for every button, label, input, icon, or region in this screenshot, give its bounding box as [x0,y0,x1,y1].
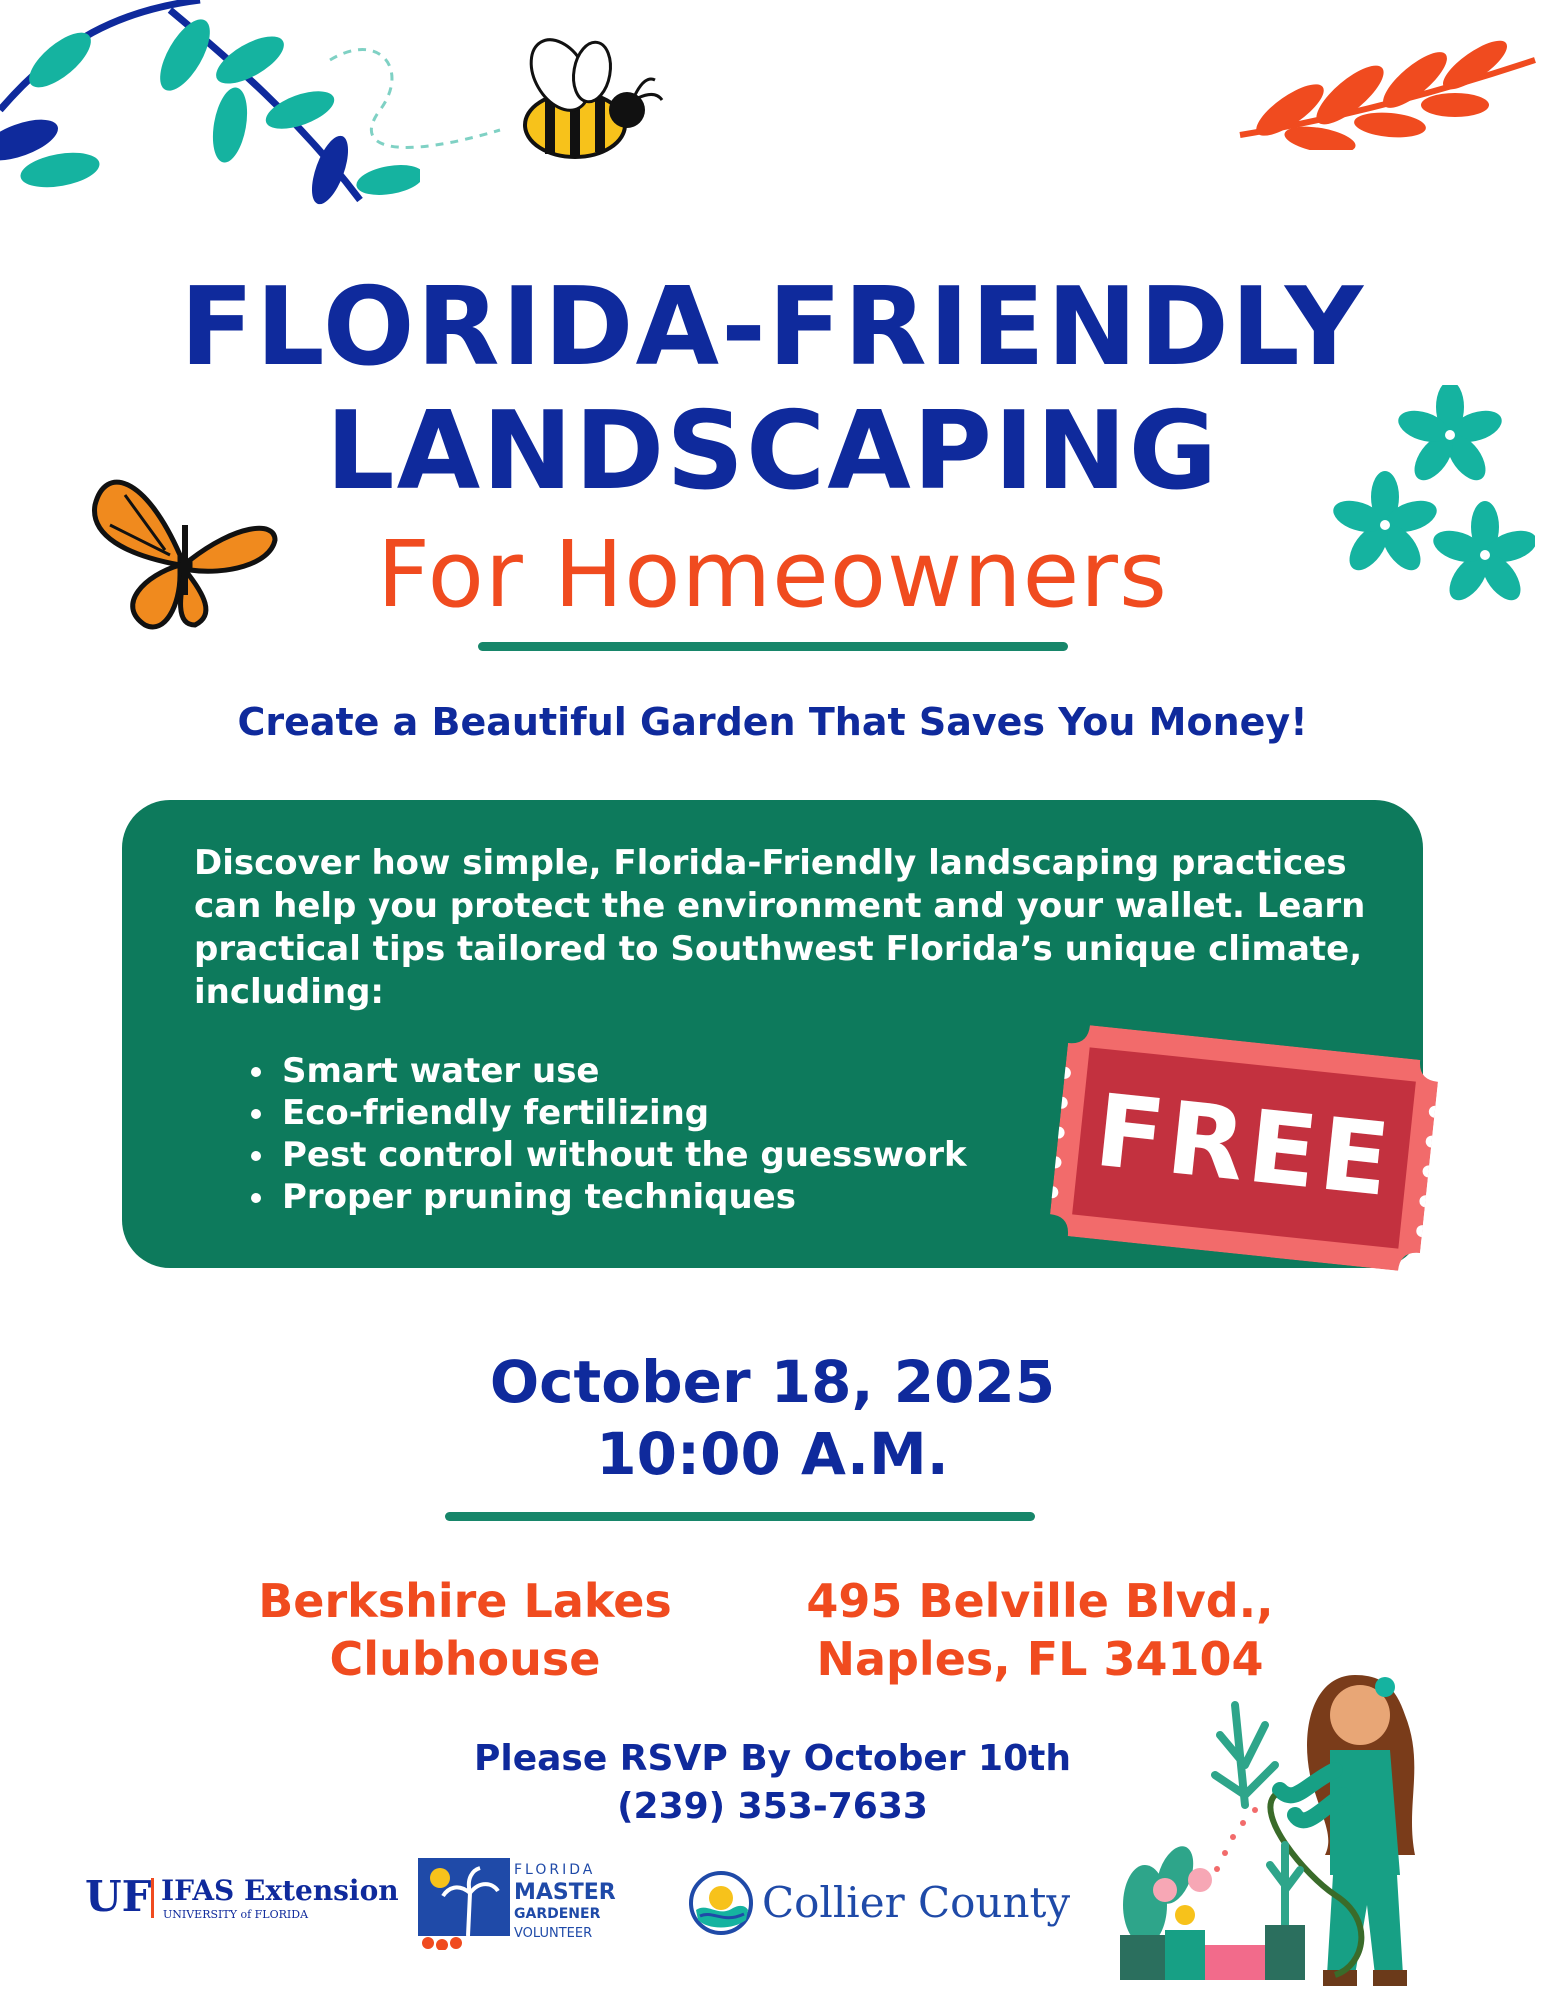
title-line-1: FLORIDA-FRIENDLY [179,265,1366,390]
divider [445,1512,1035,1521]
logo-divider [151,1878,154,1918]
free-label: FREE [1089,1071,1399,1220]
bee-icon [320,20,680,170]
subtitle: For Homeowners [377,521,1168,628]
event-time: 10:00 A.M. [596,1420,949,1488]
list-item: • Proper pruning techniques [278,1176,967,1218]
event-date: October 18, 2025 [489,1348,1056,1416]
tagline: Create a Beautiful Garden That Saves You Money! [237,700,1308,744]
title-line-2: LANDSCAPING [325,389,1220,514]
list-item: • Pest control without the guesswork [278,1134,967,1176]
ifas-subtitle: UNIVERSITY of FLORIDA [163,1908,309,1921]
rsvp-text: Please RSVP By October 10th [474,1738,1071,1779]
list-item: • Smart water use [278,1050,967,1092]
intro-text: Discover how simple, Florida-Friendly landscaping practices can help you protect the environment and your wallet. Learn practical tips tailored to Southwest Florida’s unique climate, including: [194,843,1366,1012]
master-gardener-logo [418,1858,616,1950]
list-item: • Eco-friendly fertilizing [278,1092,967,1134]
fern-icon [1230,40,1540,150]
uf-wordmark: UF [85,1872,152,1921]
address-line: Naples, FL 34104 [816,1632,1264,1686]
divider [478,642,1068,651]
palm-tree-icon [418,1858,510,1950]
collier-wordmark: Collier County [762,1878,1071,1927]
collier-county-logo [688,1870,1071,1936]
free-ticket-badge [1048,1023,1440,1273]
sunset-wave-icon [688,1870,754,1936]
rsvp-phone: (239) 353-7633 [617,1786,928,1827]
mg-line-3: GARDENER [514,1906,601,1922]
mg-line-4: VOLUNTEER [514,1926,593,1941]
venue-name [205,1572,725,1688]
ifas-wordmark: IFAS Extension [161,1874,399,1907]
address-line: 495 Belville Blvd., [806,1574,1274,1628]
topic-list [228,1050,967,1218]
gardener-illustration-icon [1105,1645,1525,1990]
mg-line-2: MASTER [514,1880,616,1905]
venue-line: Clubhouse [329,1632,601,1686]
mg-line-1: FLORIDA [514,1862,596,1878]
venue-line: Berkshire Lakes [258,1574,672,1628]
